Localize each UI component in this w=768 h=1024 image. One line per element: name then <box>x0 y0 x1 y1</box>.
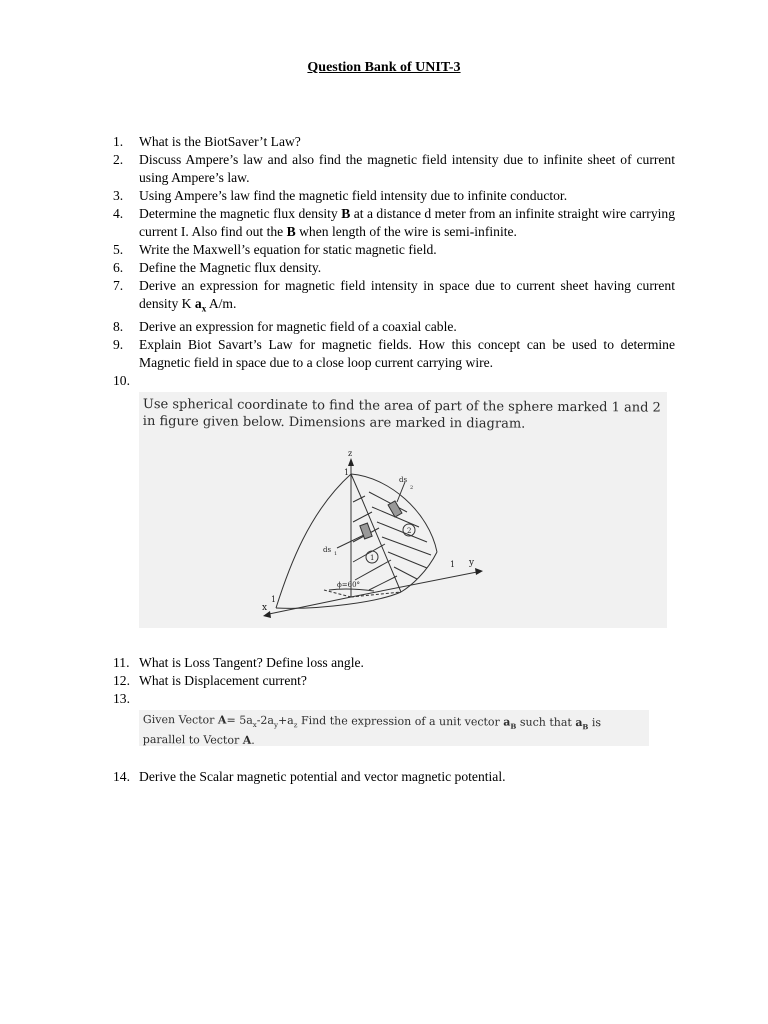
subscript: x <box>201 303 207 314</box>
question-number: 3. <box>113 188 124 203</box>
text-run: = 5a <box>226 713 253 727</box>
text-run: is parallel to Vector <box>142 715 602 747</box>
question-text <box>139 277 675 318</box>
question-number: 1. <box>113 134 124 149</box>
sphere-outline-bottom <box>276 592 401 608</box>
question-13 <box>113 690 675 708</box>
y-axis-arrowhead <box>475 568 483 575</box>
question-number: 14. <box>113 768 130 784</box>
scanned-figure <box>139 392 667 628</box>
question-number: 2. <box>113 152 124 167</box>
subscript: x <box>252 720 257 729</box>
question-9 <box>113 336 675 372</box>
label-region-2: 2 <box>407 526 412 535</box>
figure-caption: Use spherical coordinate to find the area of part of the sphere marked 1 and 2 in figure given below. Dimensions are marked in diagram. <box>142 396 661 432</box>
label-ds2: ds <box>399 475 408 484</box>
label-one-y: 1 <box>450 559 456 569</box>
question-12 <box>113 672 675 690</box>
question-8 <box>113 318 675 336</box>
question-14 <box>113 768 675 786</box>
label-y: y <box>469 557 475 568</box>
question-number: 10. <box>113 372 130 388</box>
subscript: y <box>273 720 278 729</box>
question-text: What is Displacement current? <box>139 672 307 688</box>
question-10-figure <box>139 392 675 628</box>
bold-symbol: B <box>341 206 351 221</box>
subscript: z <box>293 720 298 729</box>
question-text: Using Ampere’s law find the magnetic field intensity due to infinite conductor. <box>139 188 568 203</box>
question-spacer <box>139 372 675 390</box>
hatch-line <box>394 567 417 579</box>
sphere-diagram <box>139 392 667 628</box>
text-run: such that <box>516 715 576 729</box>
question-11 <box>113 654 675 672</box>
label-x: x <box>262 602 268 613</box>
question-13-figure <box>139 710 675 746</box>
label-region-1: 1 <box>370 553 375 562</box>
y-axis-line <box>351 572 477 597</box>
question-number: 8. <box>113 318 124 334</box>
dashed-line <box>324 590 351 597</box>
question-number: 4. <box>113 206 124 221</box>
question-4 <box>113 205 675 241</box>
label-ds1-sub: 1 <box>334 550 338 557</box>
question-number: 13. <box>113 690 130 706</box>
question-2 <box>113 151 675 187</box>
text-run: +a <box>277 713 294 727</box>
question-number: 5. <box>113 242 124 257</box>
text-run: Determine the magnetic flux density <box>139 206 342 221</box>
hatch-line <box>388 552 427 568</box>
question-10 <box>113 372 675 390</box>
page-title: Question Bank of UNIT-3 <box>307 60 461 75</box>
label-ds2-sub: 2 <box>410 484 414 491</box>
text-run: -2a <box>256 713 275 727</box>
hatch-line <box>369 576 397 590</box>
question-5 <box>113 241 675 259</box>
question-number: 7. <box>113 278 124 293</box>
question-number: 9. <box>113 336 124 352</box>
text-run: . <box>251 733 255 747</box>
text-run: Derive an expression for magnetic field intensity in space due to current sheet having current density K <box>139 278 675 311</box>
bold-symbol: a <box>194 296 202 311</box>
question-text: Derive an expression for magnetic field of a coaxial cable. <box>139 318 457 334</box>
text-run: Find the expression of a unit vector <box>297 713 504 729</box>
ds2-arrow <box>397 482 405 502</box>
question-spacer <box>139 690 675 708</box>
question-text: What is Loss Tangent? Define loss angle. <box>139 654 364 670</box>
hatch-line <box>353 544 385 562</box>
bold-symbol: A <box>242 733 252 747</box>
question-text: Write the Maxwell’s equation for static magnetic field. <box>139 242 437 257</box>
question-number: 6. <box>113 260 124 275</box>
label-ds1: ds <box>323 545 332 554</box>
text-run: when length of the wire is semi-infinite. <box>295 224 517 239</box>
label-phi: ϕ=60° <box>337 580 361 589</box>
question-1 <box>113 133 675 151</box>
subscript: B <box>510 721 517 731</box>
question-7 <box>113 277 675 318</box>
question-3 <box>113 187 675 205</box>
question-number: 11. <box>113 654 130 670</box>
bold-symbol: a <box>503 715 511 729</box>
scanned-snippet <box>139 710 649 746</box>
label-z: z <box>348 448 353 458</box>
bold-symbol: B <box>286 224 296 239</box>
text-run: A/m. <box>206 296 237 311</box>
question-text: Derive the Scalar magnetic potential and vector magnetic potential. <box>139 768 506 784</box>
label-one-z: 1 <box>344 467 350 477</box>
question-text: Discuss Ampere’s law and also find the magnetic field intensity due to infinite sheet of current using Ampere’s law. <box>139 152 675 185</box>
text-run: at a distance d meter from an infinite straight wire carrying current I. Also find out the <box>139 206 675 239</box>
snippet-caption <box>143 712 643 751</box>
hatch-line <box>369 492 407 512</box>
bold-symbol: A <box>217 713 227 727</box>
question-text: Define the Magnetic flux density. <box>139 260 322 275</box>
label-one-x: 1 <box>271 594 277 604</box>
z-axis-arrowhead <box>348 458 354 466</box>
question-6 <box>113 259 675 277</box>
question-list <box>113 133 675 786</box>
question-number: 12. <box>113 672 130 688</box>
subscript: B <box>582 721 589 732</box>
question-text: What is the BiotSaver’t Law? <box>139 134 301 149</box>
question-text: Explain Biot Savart’s Law for magnetic fields. How this concept can be used to determine Magnetic field in space due to a close loop current carrying wire. <box>139 336 675 370</box>
hatch-line <box>377 522 427 542</box>
text-run: Given Vector <box>142 712 219 727</box>
question-text <box>139 205 675 241</box>
bold-symbol: a <box>575 715 583 729</box>
region-boundary <box>351 474 401 592</box>
